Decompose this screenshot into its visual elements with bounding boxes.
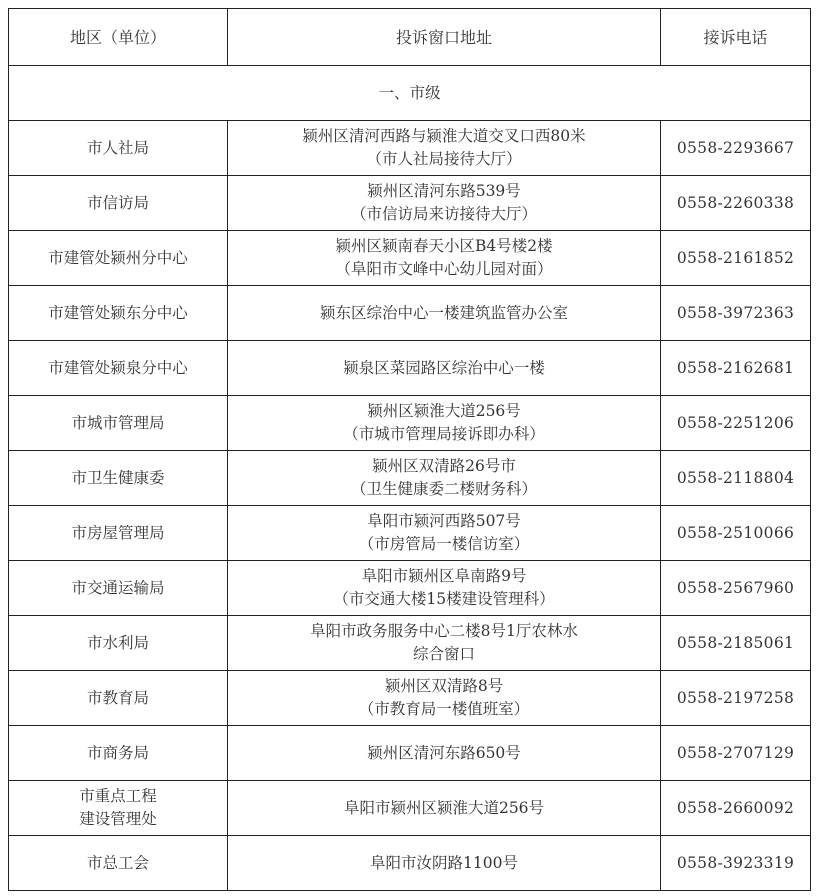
address-cell — [228, 616, 661, 671]
unit-cell-line: 市总工会 — [86, 853, 149, 872]
unit-cell — [9, 286, 228, 341]
address-cell — [228, 121, 661, 176]
table-row — [9, 396, 811, 451]
unit-cell-line: 市建管处颍东分中心 — [48, 303, 188, 322]
phone-cell: 0558-2293667 — [661, 121, 811, 176]
unit-cell — [9, 726, 228, 781]
address-cell — [228, 176, 661, 231]
unit-cell-line: 市教育局 — [86, 688, 149, 707]
address-cell — [228, 396, 661, 451]
address-cell-line: 颍州区双清路8号 — [384, 677, 504, 695]
address-cell-line: 阜阳市汝阴路1100号 — [370, 853, 518, 872]
header-unit: 地区（单位） — [9, 9, 228, 66]
address-cell-line: （市交通大楼15楼建设管理科） — [333, 590, 555, 608]
unit-cell-line: 市卫生健康委 — [71, 468, 165, 487]
phone-cell: 0558-2162681 — [661, 341, 811, 396]
address-cell-line: （阜阳市文峰中心幼儿园对面） — [335, 260, 553, 278]
table-row — [9, 726, 811, 781]
unit-cell-line: 建设管理处 — [79, 810, 157, 828]
address-cell-line: 阜阳市颍州区颍淮大道256号 — [343, 798, 545, 817]
address-cell — [228, 781, 661, 836]
unit-cell-line: 市交通运输局 — [71, 578, 165, 597]
section-row — [9, 66, 811, 121]
address-cell-line: 颍州区颍南春天小区B4号楼2楼 — [335, 237, 553, 255]
address-cell-line: 颍州区双清路26号市 — [372, 457, 516, 475]
address-cell — [228, 506, 661, 561]
table-row — [9, 451, 811, 506]
address-cell-line: （市城市管理局接诉即办科） — [343, 425, 545, 443]
unit-cell — [9, 836, 228, 891]
unit-cell — [9, 616, 228, 671]
table-row — [9, 836, 811, 891]
unit-cell — [9, 671, 228, 726]
table-row — [9, 506, 811, 561]
address-cell — [228, 726, 661, 781]
address-cell — [228, 671, 661, 726]
header-phone: 接诉电话 — [661, 9, 811, 66]
address-cell-line: （市房管局一楼信访室） — [358, 535, 530, 553]
address-cell-line: 颍东区综治中心一楼建筑监管办公室 — [319, 303, 568, 322]
unit-cell — [9, 121, 228, 176]
unit-cell-line: 市重点工程 — [79, 787, 157, 805]
phone-cell: 0558-2251206 — [661, 396, 811, 451]
table-row — [9, 176, 811, 231]
address-cell — [228, 561, 661, 616]
unit-cell-line: 市人社局 — [86, 138, 149, 157]
phone-cell: 0558-2197258 — [661, 671, 811, 726]
table-row — [9, 341, 811, 396]
address-cell-line: 颍州区清河东路539号 — [367, 182, 521, 200]
phone-cell: 0558-3972363 — [661, 286, 811, 341]
table-row — [9, 231, 811, 286]
address-cell — [228, 286, 661, 341]
complaint-window-table — [8, 8, 811, 891]
address-cell-line: 颍州区清河西路与颍淮大道交叉口西80米 — [302, 127, 586, 145]
unit-cell-line: 市房屋管理局 — [71, 523, 165, 542]
table-row — [9, 286, 811, 341]
unit-cell-line: 市城市管理局 — [71, 413, 165, 432]
unit-cell — [9, 506, 228, 561]
unit-cell — [9, 176, 228, 231]
unit-cell-line: 市信访局 — [86, 193, 149, 212]
address-cell-line: （市教育局一楼值班室） — [358, 700, 530, 718]
unit-cell-line: 市水利局 — [86, 633, 149, 652]
header-address: 投诉窗口地址 — [228, 9, 661, 66]
phone-cell: 0558-2118804 — [661, 451, 811, 506]
section-title: 一、市级 — [9, 66, 811, 121]
unit-cell — [9, 561, 228, 616]
address-cell-line: （卫生健康委二楼财务科） — [350, 480, 537, 498]
phone-cell: 0558-2660092 — [661, 781, 811, 836]
table-row — [9, 561, 811, 616]
address-cell-line: 综合窗口 — [412, 645, 475, 663]
table-row — [9, 616, 811, 671]
phone-cell: 0558-2567960 — [661, 561, 811, 616]
phone-cell: 0558-2185061 — [661, 616, 811, 671]
table-row — [9, 121, 811, 176]
unit-cell-line: 市建管处颍州分中心 — [48, 248, 188, 267]
address-cell — [228, 341, 661, 396]
unit-cell — [9, 341, 228, 396]
unit-cell — [9, 451, 228, 506]
address-cell-line: 颍州区颍淮大道256号 — [367, 402, 521, 420]
address-cell — [228, 451, 661, 506]
unit-cell-line: 市商务局 — [86, 743, 149, 762]
table-row — [9, 781, 811, 836]
table-row — [9, 671, 811, 726]
phone-cell: 0558-2260338 — [661, 176, 811, 231]
address-cell-line: 阜阳市政务服务中心二楼8号1厅农林水 — [310, 622, 578, 640]
unit-cell — [9, 396, 228, 451]
address-cell-line: （市人社局接待大厅） — [366, 150, 522, 168]
unit-cell-line: 市建管处颍泉分中心 — [48, 358, 188, 377]
table-header-row — [9, 9, 811, 66]
address-cell-line: 颍州区清河东路650号 — [367, 743, 521, 762]
address-cell-line: （市信访局来访接待大厅） — [350, 205, 537, 223]
phone-cell: 0558-3923319 — [661, 836, 811, 891]
phone-cell: 0558-2510066 — [661, 506, 811, 561]
address-cell-line: 颍泉区菜园路区综治中心一楼 — [343, 358, 545, 377]
address-cell-line: 阜阳市颍州区阜南路9号 — [361, 567, 527, 585]
unit-cell — [9, 781, 228, 836]
address-cell — [228, 836, 661, 891]
unit-cell — [9, 231, 228, 286]
phone-cell: 0558-2707129 — [661, 726, 811, 781]
phone-cell: 0558-2161852 — [661, 231, 811, 286]
address-cell-line: 阜阳市颍河西路507号 — [367, 512, 521, 530]
address-cell — [228, 231, 661, 286]
